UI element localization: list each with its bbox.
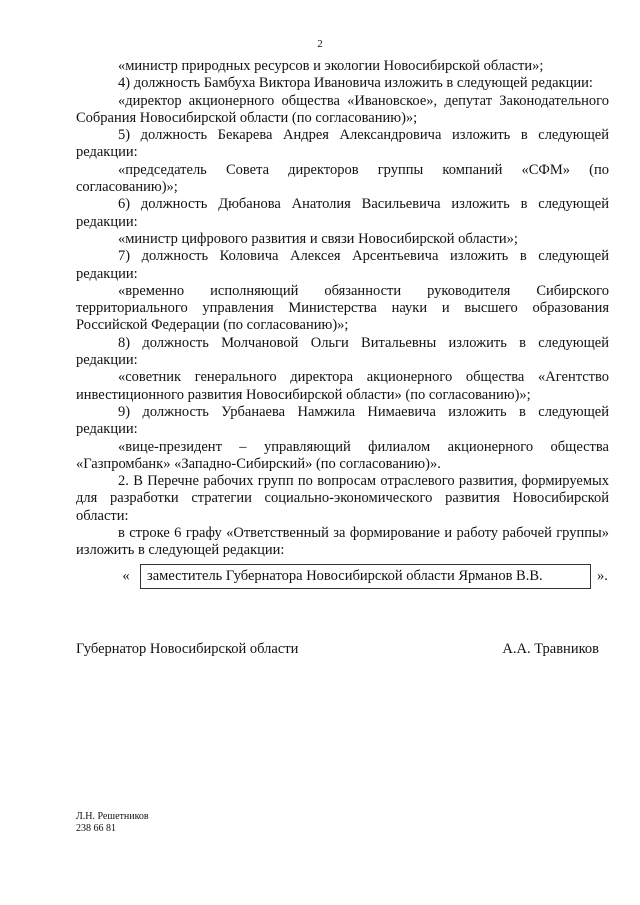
signature-block	[76, 641, 599, 658]
open-quote: «	[122, 567, 130, 584]
document-body	[76, 58, 609, 590]
paragraph: 5) должность Бекарева Андрея Александровича изложить в следующей редакции:	[76, 127, 609, 161]
executor-phone: 238 66 81	[76, 823, 116, 834]
signatory-position: Губернатор Новосибирской области	[76, 641, 299, 657]
paragraph: «временно исполняющий обязанности руководителя Сибирского территориального управления Министерства науки и высшего образования Российской Федерации (по согласованию)»;	[76, 282, 609, 334]
paragraph: «директор акционерного общества «Ивановское», депутат Законодательного Собрания Новосибирской области (по согласованию)»;	[76, 92, 609, 126]
close-quote: ».	[597, 567, 608, 584]
paragraph: в строке 6 графу «Ответственный за формирование и работу рабочей группы» изложить в следующей редакции:	[76, 525, 609, 559]
paragraph: «советник генерального директора акционерного общества «Агентство инвестиционного развития Новосибирской области» (по согласованию)»;	[76, 369, 609, 403]
table-insert	[118, 564, 609, 590]
executor-name: Л.Н. Решетников	[76, 811, 149, 822]
paragraph: «вице-президент – управляющий филиалом акционерного общества «Газпромбанк» «Западно-Сибирский» (по согласованию)».	[76, 438, 609, 472]
paragraph: 4) должность Бамбуха Виктора Ивановича изложить в следующей редакции:	[118, 75, 593, 92]
paragraph: «министр цифрового развития и связи Новосибирской области»;	[118, 230, 518, 247]
paragraph: 8) должность Молчановой Ольги Витальевны изложить в следующей редакции:	[76, 334, 609, 369]
table-cell: заместитель Губернатора Новосибирской области Ярманов В.В.	[140, 564, 591, 589]
paragraph: 6) должность Дюбанова Анатолия Васильевича изложить в следующей редакции:	[76, 196, 609, 230]
paragraph: «министр природных ресурсов и экологии Новосибирской области»;	[118, 58, 544, 74]
paragraph: «председатель Совета директоров группы компаний «СФМ» (по согласованию)»;	[76, 161, 609, 196]
paragraph: 7) должность Коловича Алексея Арсентьевича изложить в следующей редакции:	[76, 248, 609, 282]
signatory-name: А.А. Травников	[502, 641, 599, 657]
page-number: 2	[317, 38, 323, 50]
paragraph: 9) должность Урбанаева Намжила Нимаевича изложить в следующей редакции:	[76, 403, 609, 438]
executor-block	[76, 811, 149, 835]
paragraph: 2. В Перечне рабочих групп по вопросам отраслевого развития, формируемых для разработки стратегии социально-экономического развития Новосибирской области:	[76, 473, 609, 524]
